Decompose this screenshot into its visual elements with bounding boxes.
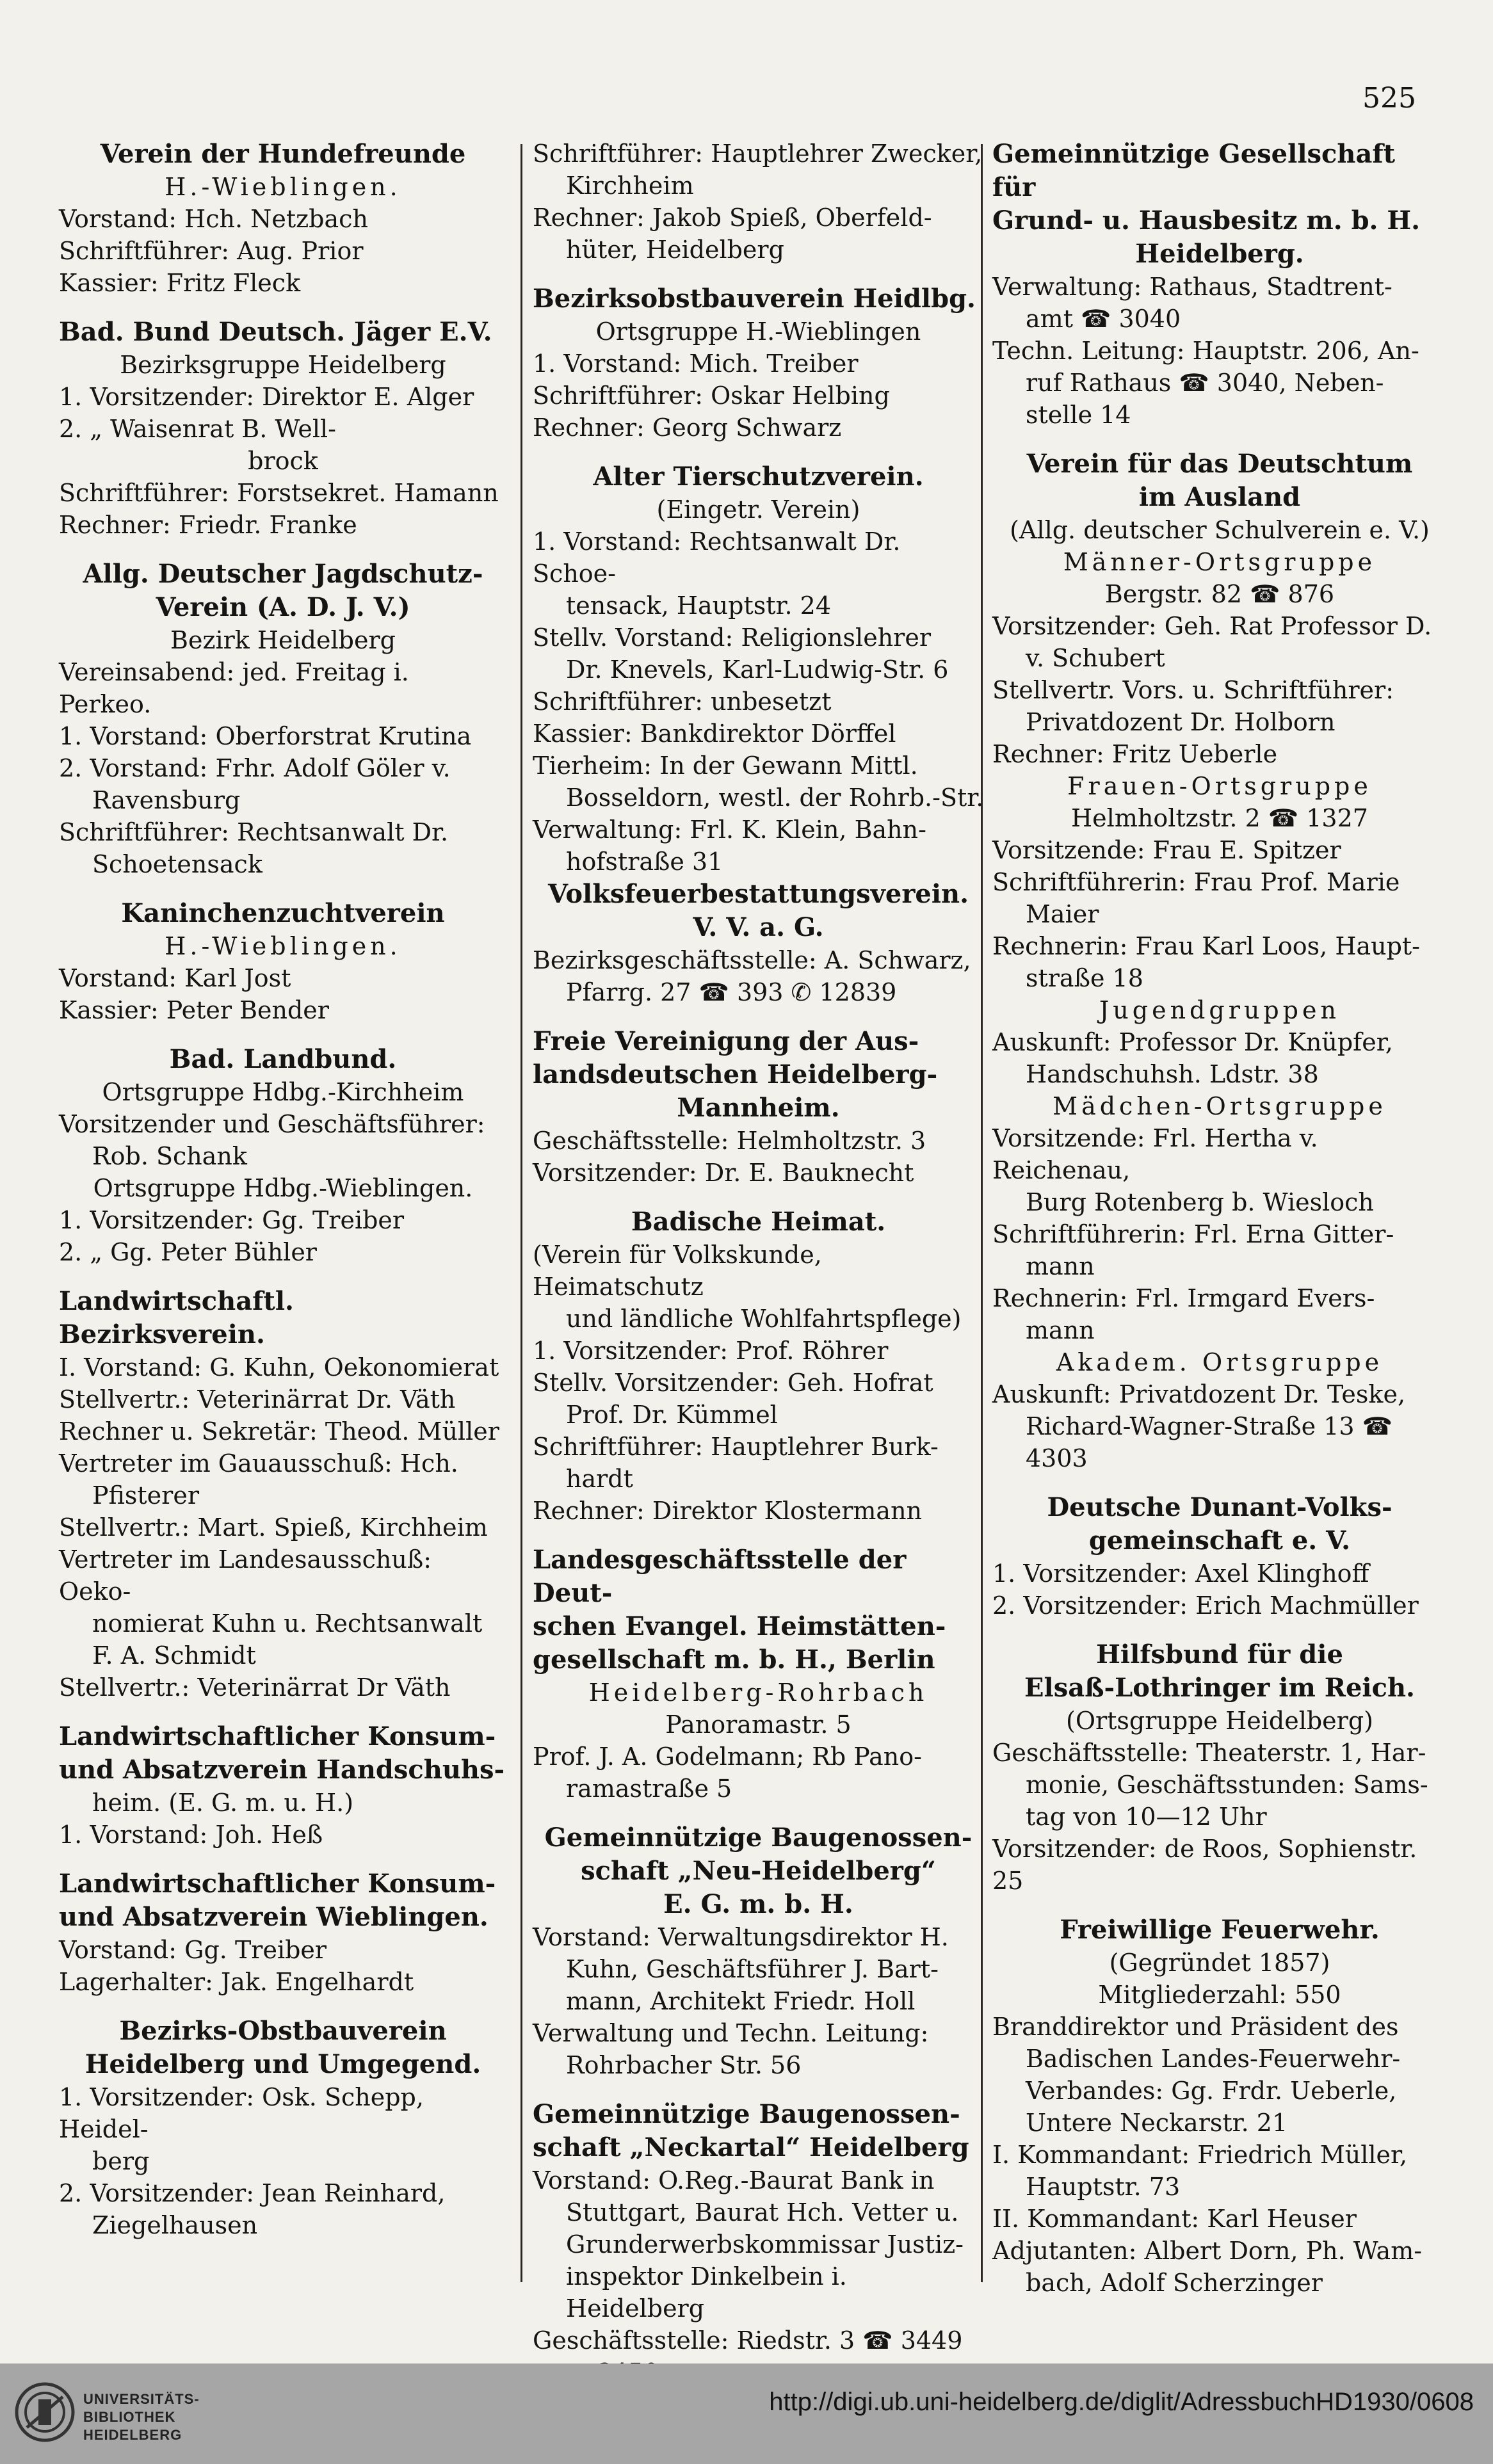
entry-line: Jugendgruppen	[1099, 996, 1340, 1024]
entry-line: Rechner: Jakob Spieß, Oberfeld-	[533, 204, 932, 232]
library-name-line: HEIDELBERG	[83, 2427, 182, 2443]
entry-line: Bosseldorn, westl. der Rohrb.-Str.	[566, 784, 984, 812]
entry-heading: Alter Tierschutzverein.	[593, 462, 924, 492]
entry-heading: Verein (A. D. J. V.)	[156, 592, 410, 622]
entry-line: Branddirektor und Präsident des	[992, 2013, 1399, 2041]
entry-line: Pfisterer	[92, 1481, 199, 1510]
entry-line: Rechner: Friedr. Franke	[59, 511, 357, 539]
entry-line: Heidelberg-Rohrbach	[588, 1679, 928, 1707]
entry-heading: V. V. a. G.	[693, 912, 824, 942]
entry-line: Ravensburg	[92, 786, 241, 814]
entry-line: hofstraße 31	[566, 848, 723, 876]
entry-line: Vertreter im Gauausschuß: Hch.	[59, 1449, 458, 1478]
page-number: 525	[1362, 82, 1416, 115]
entry-line: Schriftführer: unbesetzt	[533, 688, 832, 716]
entry-line: Frauen-Ortsgruppe	[1067, 772, 1372, 800]
entry-line: ruf Rathaus ☎ 3040, Neben-	[1026, 369, 1384, 397]
entry-line: Ortsgruppe H.-Wieblingen	[595, 318, 921, 346]
entry-spacer	[992, 1897, 1447, 1913]
entry-line: Schriftführer: Rechtsanwalt Dr.	[59, 818, 449, 846]
entry-line: Badischen Landes-Feuerwehr-	[1026, 2045, 1401, 2073]
entry-line: Vorstand: Gg. Treiber	[59, 1936, 327, 1964]
entry-line: 1. Vorstand: Mich. Treiber	[533, 350, 859, 378]
entry-spacer	[533, 1805, 984, 1821]
entry-line: Schriftführerin: Frau Prof. Marie	[992, 868, 1400, 896]
entry-line: Bezirksgeschäftsstelle: A. Schwarz,	[533, 946, 971, 974]
entry-heading: Kaninchenzuchtverein	[121, 898, 445, 928]
entry-line: 1. Vorsitzender: Direktor E. Alger	[59, 383, 474, 411]
entry-line: 1. Vorsitzender: Prof. Röhrer	[533, 1337, 889, 1365]
entry-heading: Landwirtschaftl. Bezirksverein.	[59, 1286, 294, 1349]
entry-line: hüter, Heidelberg	[566, 236, 784, 264]
footer-bar	[0, 2363, 1493, 2464]
entry-heading: und Absatzverein Wieblingen.	[59, 1902, 488, 1932]
entry-heading: schen Evangel. Heimstätten-	[533, 1611, 946, 1641]
entry-line: Lagerhalter: Jak. Engelhardt	[59, 1968, 414, 1996]
entry-line: 2. Vorsitzender: Jean Reinhard,	[59, 2179, 446, 2207]
entry-heading: Gemeinnützige Baugenossen-	[544, 1823, 972, 1853]
entry-line: 4303	[1026, 1444, 1088, 1472]
entry-spacer	[533, 266, 984, 282]
entry-line: Privatdozent Dr. Holborn	[1026, 708, 1336, 736]
entry-line: Vorsitzender und Geschäftsführer:	[59, 1110, 485, 1138]
entry-spacer	[59, 299, 507, 316]
column-middle	[533, 138, 984, 2355]
entry-heading: Freiwillige Feuerwehr.	[1060, 1915, 1380, 1945]
entry-line: Ziegelhausen	[92, 2211, 258, 2239]
entry-heading: Bezirksobstbauverein Heidlbg.	[533, 284, 976, 314]
entry-line: Prof. Dr. Kümmel	[566, 1401, 778, 1429]
entry-heading: Verein der Hundefreunde	[100, 139, 466, 169]
entry-line: nomierat Kuhn u. Rechtsanwalt	[92, 1609, 483, 1638]
entry-heading: und Absatzverein Handschuhs-	[59, 1755, 505, 1785]
university-library-logo-icon	[14, 2381, 76, 2443]
entry-line: Kassier: Fritz Fleck	[59, 269, 301, 297]
entry-line: Verwaltung und Techn. Leitung:	[533, 2019, 929, 2047]
entry-line: H.-Wieblingen.	[165, 932, 401, 960]
entry-heading: Grund- u. Hausbesitz m. b. H.	[992, 205, 1421, 236]
entry-line: brock	[248, 447, 318, 475]
entry-line: I. Kommandant: Friedrich Müller,	[992, 2141, 1408, 2169]
entry-line: Schriftführer: Hauptlehrer Burk-	[533, 1433, 939, 1461]
entry-line: (Gegründet 1857)	[1109, 1949, 1330, 1977]
entry-line: Vorstand: O.Reg.-Baurat Bank in	[533, 2166, 935, 2194]
entry-line: Rechnerin: Frl. Irmgard Evers-	[992, 1284, 1375, 1312]
entry-line: 1. Vorstand: Rechtsanwalt Dr. Schoe-	[533, 527, 901, 588]
entry-line: Geschäftsstelle: Theaterstr. 1, Har-	[992, 1739, 1426, 1767]
entry-line: Verbandes: Gg. Frdr. Ueberle,	[1026, 2077, 1397, 2105]
entry-line: 1. Vorstand: Joh. Heß	[59, 1821, 323, 1849]
entry-line: Schriftführer: Hauptlehrer Zwecker,	[533, 140, 983, 168]
entry-line: Vorsitzender: Geh. Rat Professor D.	[992, 612, 1432, 640]
entry-line: mann	[1026, 1316, 1095, 1344]
entry-heading: gemeinschaft e. V.	[1088, 1526, 1351, 1556]
entry-line: Pfarrg. 27 ☎ 393 ✆ 12839	[566, 978, 897, 1006]
entry-spacer	[533, 1527, 984, 1543]
entry-line: Akadem. Ortsgruppe	[1056, 1348, 1384, 1376]
entry-heading: Volksfeuerbestattungsverein.	[547, 879, 969, 909]
entry-line: (Allg. deutscher Schulverein e. V.)	[1010, 516, 1430, 544]
entry-heading: landsdeutschen Heidelberg-	[533, 1059, 938, 1090]
entry-spacer	[992, 431, 1447, 447]
entry-heading: Badische Heimat.	[631, 1207, 886, 1237]
entry-line: Stellvertr.: Veterinärrat Dr. Väth	[59, 1385, 456, 1413]
entry-line: Rechnerin: Frau Karl Loos, Haupt-	[992, 932, 1421, 960]
entry-line: v. Schubert	[1026, 644, 1165, 672]
entry-heading: Elsaß-Lothringer im Reich.	[1024, 1673, 1415, 1703]
entry-line: Ortsgruppe Hdbg.-Wieblingen.	[93, 1174, 473, 1202]
entry-line: inspektor Dinkelbein i. Heidelberg	[566, 2262, 847, 2323]
entry-spacer	[59, 1851, 507, 1867]
entry-heading: schaft „Neu-Heidelberg“	[581, 1856, 936, 1886]
entry-line: Rechner: Direktor Klostermann	[533, 1497, 923, 1525]
entry-line: heim. (E. G. m. u. H.)	[92, 1789, 354, 1817]
entry-line: Geschäftsstelle: Helmholtzstr. 3	[533, 1127, 926, 1155]
entry-line: Burg Rotenberg b. Wiesloch	[1026, 1188, 1374, 1216]
entry-line: Stuttgart, Baurat Hch. Vetter u.	[566, 2198, 959, 2226]
entry-line: Bezirksgruppe Heidelberg	[120, 351, 446, 379]
entry-line: Ortsgruppe Hdbg.-Kirchheim	[102, 1078, 464, 1106]
entry-line: Vorstand: Karl Jost	[59, 964, 291, 992]
entry-line: Grunderwerbskommissar Justiz-	[566, 2230, 964, 2259]
entry-line: Kirchheim	[566, 172, 694, 200]
entry-line: 1. Vorsitzender: Axel Klinghoff	[992, 1559, 1369, 1588]
entry-line: Vertreter im Landesausschuß: Oeko-	[59, 1545, 432, 1606]
entry-heading: Deutsche Dunant-Volks-	[1047, 1492, 1392, 1522]
entry-heading: Landesgeschäftsstelle der Deut-	[533, 1545, 907, 1608]
entry-line: Mitgliederzahl: 550	[1098, 1981, 1341, 2009]
column-left	[59, 138, 507, 2308]
entry-line: Rechner: Fritz Ueberle	[992, 740, 1278, 768]
entry-line: (Eingetr. Verein)	[656, 495, 860, 524]
entry-line: (Ortsgruppe Heidelberg)	[1066, 1707, 1373, 1735]
entry-line: 2. Vorstand: Frhr. Adolf Göler v.	[59, 754, 451, 782]
entry-line: stelle 14	[1026, 401, 1131, 429]
entry-line: Kassier: Peter Bender	[59, 996, 329, 1024]
entry-line: Männer-Ortsgruppe	[1063, 548, 1376, 576]
entry-line: Stellv. Vorstand: Religionslehrer	[533, 624, 931, 652]
entry-line: Panoramastr. 5	[665, 1711, 851, 1739]
entry-line: Stellv. Vorsitzender: Geh. Hofrat	[533, 1369, 933, 1397]
entry-line: Adjutanten: Albert Dorn, Ph. Wam-	[992, 2237, 1423, 2265]
entry-line: hardt	[566, 1465, 633, 1493]
entry-heading: Mannheim.	[677, 1093, 840, 1123]
entry-line: H.-Wieblingen.	[165, 173, 401, 201]
entry-spacer	[59, 1026, 507, 1043]
entry-heading: Freie Vereinigung der Aus-	[533, 1026, 919, 1056]
entry-line: 1. Vorsitzender: Osk. Schepp, Heidel-	[59, 2083, 424, 2143]
entry-line: Tierheim: In der Gewann Mittl.	[533, 752, 918, 780]
entry-line: tag von 10—12 Uhr	[1026, 1803, 1267, 1831]
entry-line: ramastraße 5	[566, 1775, 732, 1803]
entry-line: Kassier: Bankdirektor Dörffel	[533, 720, 896, 748]
entry-line: 2. „ Gg. Peter Bühler	[59, 1238, 317, 1266]
source-url-link[interactable]: http://digi.ub.uni-heidelberg.de/diglit/AdressbuchHD1930/0608	[769, 2388, 1474, 2416]
entry-line: Mädchen-Ortsgruppe	[1053, 1092, 1387, 1120]
entry-heading: Bad. Landbund.	[169, 1044, 397, 1074]
entry-heading: im Ausland	[1138, 482, 1301, 512]
entry-spacer	[533, 444, 984, 460]
entry-line: Dr. Knevels, Karl-Ludwig-Str. 6	[566, 656, 949, 684]
entry-line: Vorsitzende: Frl. Hertha v. Reichenau,	[992, 1124, 1318, 1184]
entry-heading: Landwirtschaftlicher Konsum-	[59, 1721, 496, 1751]
entry-line: Rob. Schank	[92, 1142, 247, 1170]
entry-heading: Heidelberg.	[1135, 239, 1304, 269]
library-name	[83, 2390, 200, 2444]
entry-line: 1. Vorsitzender: Gg. Treiber	[59, 1206, 405, 1234]
entry-spacer	[59, 1268, 507, 1285]
entry-line: Techn. Leitung: Hauptstr. 206, An-	[992, 337, 1419, 365]
entry-spacer	[992, 1622, 1447, 1638]
entry-line: Vereinsabend: jed. Freitag i. Perkeo.	[59, 658, 409, 718]
entry-heading: Verein für das Deutschtum	[1026, 449, 1413, 479]
entry-spacer	[59, 1998, 507, 2015]
entry-spacer	[533, 1008, 984, 1025]
entry-line: bach, Adolf Scherzinger	[1026, 2269, 1323, 2297]
entry-heading: Gemeinnützige Baugenossen-	[533, 2099, 960, 2129]
entry-line: Maier	[1026, 900, 1099, 928]
entry-spacer	[992, 1474, 1447, 1491]
entry-line: Auskunft: Privatdozent Dr. Teske,	[992, 1380, 1406, 1408]
entry-line: 2. Vorsitzender: Erich Machmüller	[992, 1591, 1419, 1620]
entry-line: Verwaltung: Frl. K. Klein, Bahn-	[533, 816, 926, 844]
entry-line: 2. „ Waisenrat B. Well-	[59, 415, 336, 443]
entry-heading: schaft „Neckartal“ Heidelberg	[533, 2132, 969, 2162]
entry-line: Prof. J. A. Godelmann; Rb Pano-	[533, 1743, 922, 1771]
entry-line: Rechner u. Sekretär: Theod. Müller	[59, 1417, 499, 1445]
entry-line: Kuhn, Geschäftsführer J. Bart-	[566, 1955, 939, 1983]
column-right	[992, 138, 1447, 2308]
entry-line: mann	[1026, 1252, 1095, 1280]
entry-line: Vorstand: Hch. Netzbach	[59, 205, 368, 233]
entry-line: Vorsitzende: Frau E. Spitzer	[992, 836, 1341, 864]
entry-line: Untere Neckarstr. 21	[1026, 2109, 1288, 2137]
entry-heading: Bezirks-Obstbauverein	[119, 2016, 447, 2046]
entry-heading: Gemeinnützige Gesellschaft für	[992, 139, 1396, 202]
entry-line: tensack, Hauptstr. 24	[566, 592, 831, 620]
entry-line: Geschäftsstelle: Riedstr. 3 ☎ 3449	[533, 2326, 963, 2355]
entry-spacer	[533, 2081, 984, 2098]
library-name-line: BIBLIOTHEK	[83, 2409, 176, 2425]
entry-spacer	[59, 541, 507, 558]
entry-line: berg	[92, 2147, 150, 2175]
entry-line: 1. Vorstand: Oberforstrat Krutina	[59, 722, 472, 750]
library-name-line: UNIVERSITÄTS-	[83, 2391, 200, 2407]
entry-heading: Landwirtschaftlicher Konsum-	[59, 1869, 496, 1899]
entry-line: Schriftführerin: Frl. Erna Gitter-	[992, 1220, 1394, 1248]
entry-line: amt ☎ 3040	[1026, 305, 1181, 333]
entry-line: Rohrbacher Str. 56	[566, 2051, 802, 2079]
entry-spacer	[533, 1189, 984, 1205]
entry-line: (Verein für Volkskunde, Heimatschutz	[533, 1241, 822, 1301]
entry-line: straße 18	[1026, 964, 1143, 992]
entry-line: Vorsitzender: de Roos, Sophienstr. 25	[992, 1835, 1417, 1895]
entry-line: Stellvertr. Vors. u. Schriftführer:	[992, 676, 1394, 704]
column-divider	[521, 144, 522, 2282]
entry-line: Vorstand: Verwaltungsdirektor H.	[533, 1923, 949, 1951]
entry-spacer	[59, 880, 507, 897]
entry-line: II. Kommandant: Karl Heuser	[992, 2205, 1357, 2233]
entry-line: Schriftführer: Forstsekret. Hamann	[59, 479, 499, 507]
entry-line: und ländliche Wohlfahrtspflege)	[566, 1305, 962, 1333]
entry-line: Hauptstr. 73	[1026, 2173, 1181, 2201]
entry-line: Helmholtzstr. 2 ☎ 1327	[1071, 804, 1368, 832]
entry-line: Verwaltung: Rathaus, Stadtrent-	[992, 273, 1392, 301]
entry-heading: Heidelberg und Umgegend.	[85, 2049, 481, 2079]
entry-line: Vorsitzender: Dr. E. Bauknecht	[533, 1159, 914, 1187]
entry-line: Auskunft: Professor Dr. Knüpfer,	[992, 1028, 1393, 1056]
entry-line: Bergstr. 82 ☎ 876	[1104, 580, 1335, 608]
entry-line: Schriftführer: Aug. Prior	[59, 237, 364, 265]
entry-line: Rechner: Georg Schwarz	[533, 414, 842, 442]
entry-line: Stellvertr.: Mart. Spieß, Kirchheim	[59, 1513, 488, 1542]
entry-line: monie, Geschäftsstunden: Sams-	[1026, 1771, 1428, 1799]
entry-heading: gesellschaft m. b. H., Berlin	[533, 1645, 935, 1675]
entry-heading: Allg. Deutscher Jagdschutz-	[83, 559, 483, 589]
entry-spacer	[59, 1703, 507, 1720]
entry-line: I. Vorstand: G. Kuhn, Oekonomierat	[59, 1353, 499, 1381]
entry-line: Handschuhsh. Ldstr. 38	[1026, 1060, 1319, 1088]
entry-heading: Bad. Bund Deutsch. Jäger E.V.	[59, 317, 492, 347]
entry-line: F. A. Schmidt	[92, 1641, 256, 1670]
entry-line: Schriftführer: Oskar Helbing	[533, 382, 890, 410]
entry-line: Bezirk Heidelberg	[170, 626, 396, 654]
entry-heading: Hilfsbund für die	[1096, 1639, 1343, 1670]
entry-line: mann, Architekt Friedr. Holl	[566, 1987, 916, 2015]
entry-heading: E. G. m. b. H.	[663, 1889, 853, 1919]
entry-line: Richard-Wagner-Straße 13 ☎	[1026, 1412, 1392, 1440]
entry-line: Schoetensack	[92, 850, 262, 878]
entry-line: Stellvertr.: Veterinärrat Dr Väth	[59, 1673, 451, 1702]
